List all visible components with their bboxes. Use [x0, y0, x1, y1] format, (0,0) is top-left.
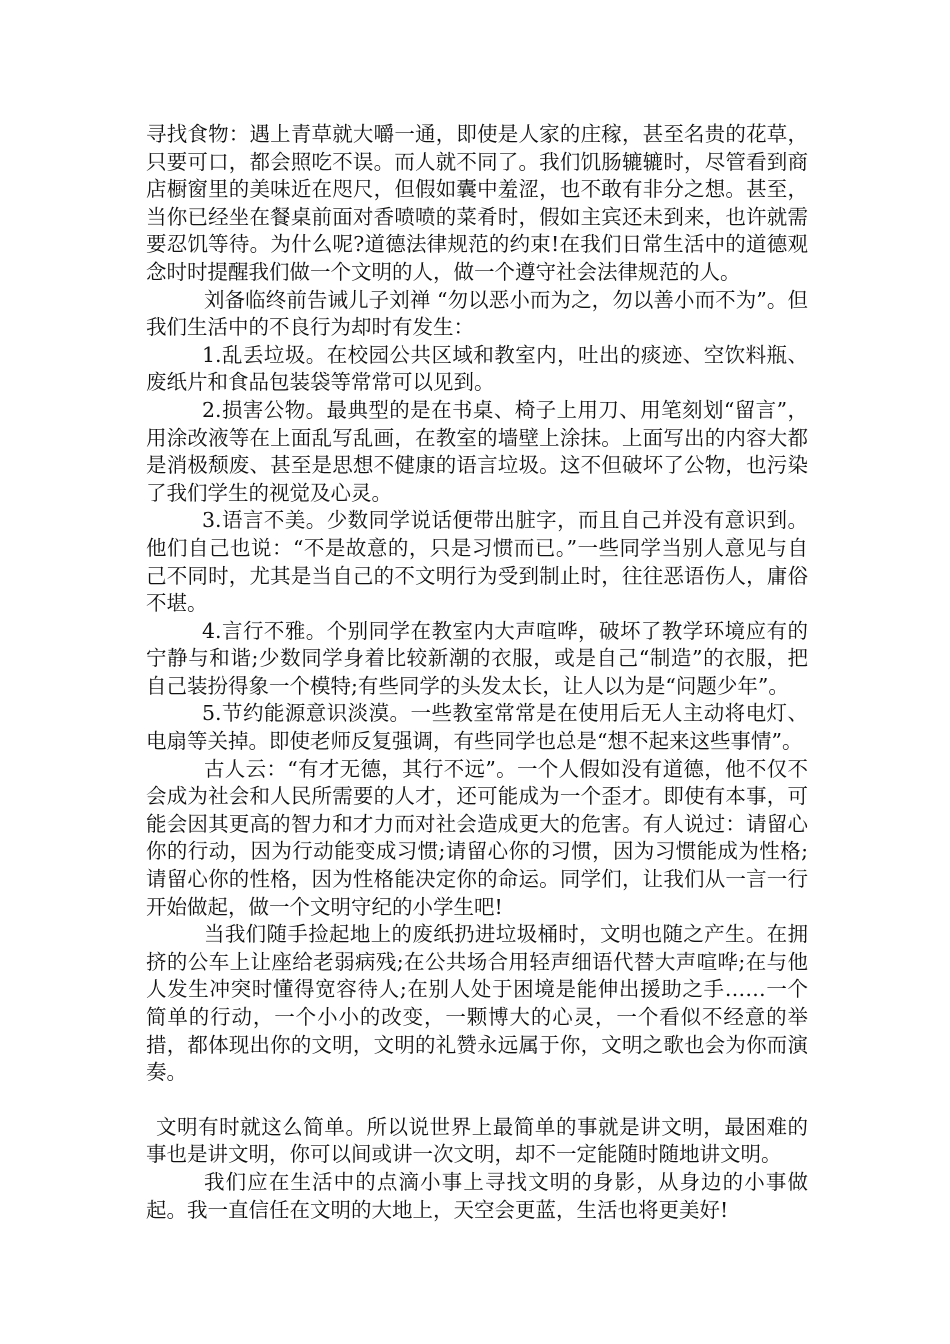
list-item-language: 3.语言不美。少数同学说话便带出脏字，而且自己并没有意识到。他们自己也说：“不是故意的，只是习惯而已。”一些同学当别人意见与自己不同时，尤其是当自己的不文明行为受到制止时，往往恶语伤人，庸俗不堪。 [146, 508, 808, 616]
paragraph-civility-acts: 当我们随手捡起地上的废纸扔进垃圾桶时，文明也随之产生。在拥挤的公车上让座给老弱病残;在公共场合用轻声细语代替大声喧哗;在与他人发生冲突时懂得宽容待人;在别人处于困境是能伸出援助之手……一个简单的行动，一个小小的改变，一颗博大的心灵，一个看似不经意的举措，都体现出你的文明，文明的礼赞永远属于你，文明之歌也会为你而演奏。 [146, 922, 808, 1085]
paragraph-liu-bei-quote: 刘备临终前告诫儿子刘禅 “勿以恶小而为之，勿以善小而不为”。但我们生活中的不良行为却时有发生： [146, 287, 808, 340]
document-page [146, 121, 808, 1224]
paragraph-civility-simple: 文明有时就这么简单。所以说世界上最简单的事就是讲文明，最困难的事也是讲文明，你可以间或讲一次文明，却不一定能随时随地讲文明。 [146, 1114, 808, 1167]
paragraph-ancient-saying: 古人云：“有才无德，其行不远”。一个人假如没有道德，他不仅不会成为社会和人民所需要的人才，还可能成为一个歪才。即使有本事，可能会因其更高的智力和才力而对社会造成更大的危害。有人说过：请留心你的行动，因为行动能变成习惯;请留心你的习惯，因为习惯能成为性格;请留心你的性格，因为性格能决定你的命运。同学们，让我们从一言一行开始做起，做一个文明守纪的小学生吧! [146, 756, 808, 919]
list-item-behavior: 4.言行不雅。个别同学在教室内大声喧哗，破坏了教学环境应有的宁静与和谐;少数同学身着比较新潮的衣服，或是自己“制造”的衣服，把自己装扮得象一个模特;有些同学的头发太长，让人以为是“问题少年”。 [146, 618, 808, 698]
paragraph-animal-vs-human: 寻找食物：遇上青草就大嚼一通，即使是人家的庄稼，甚至名贵的花草，只要可口，都会照吃不误。而人就不同了。我们饥肠辘辘时，尽管看到商店橱窗里的美味近在咫尺，但假如囊中羞涩，也不敢有非分之想。甚至，当你已经坐在餐桌前面对香喷喷的菜肴时，假如主宾还未到来，也许就需要忍饥等待。为什么呢?道德法律规范的约束!在我们日常生活中的道德观念时时提醒我们做一个文明的人，做一个遵守社会法律规范的人。 [146, 122, 808, 284]
list-item-damage-property: 2.损害公物。最典型的是在书桌、椅子上用刀、用笔刻划“留言”，用涂改液等在上面乱写乱画，在教室的墙壁上涂抹。上面写出的内容大都是消极颓废、甚至是思想不健康的语言垃圾。这不但破坏了公物，也污染了我们学生的视觉及心灵。 [146, 397, 808, 505]
paragraph-conclusion: 我们应在生活中的点滴小事上寻找文明的身影，从身边的小事做起。我一直信任在文明的大地上，天空会更蓝，生活也将更美好! [146, 1169, 808, 1222]
list-item-litter: 1.乱丢垃圾。在校园公共区域和教室内，吐出的痰迹、空饮料瓶、废纸片和食品包装袋等常常可以见到。 [146, 342, 808, 395]
list-item-energy: 5.节约能源意识淡漠。一些教室常常是在使用后无人主动将电灯、电扇等关掉。即使老师反复强调，有些同学也总是“想不起来这些事情”。 [146, 701, 808, 754]
